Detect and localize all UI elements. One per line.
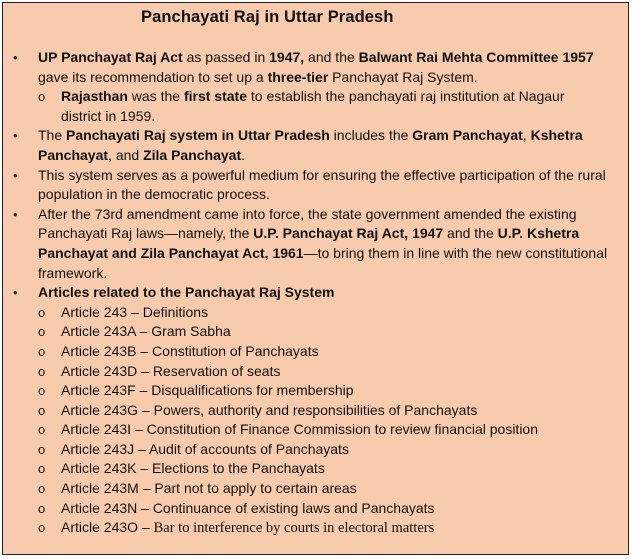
point-text: After the 73rd amendment came into force, the state government amended the existing Panchayati Raj laws—namely, the U.P. Panchayat Raj Act, 1947 and the U.P. Kshetra Panchayat and Zila Panchayat Act, 1961—to bring them in line with the new constitutional framework. [38, 205, 608, 281]
point-73rd-amendment [3, 205, 628, 283]
point-text: This system serves as a powerful medium for ensuring the effective participation of the rural population in the democratic process. [38, 166, 606, 203]
page-title: Panchayati Raj in Uttar Pradesh [141, 8, 394, 26]
point-list [3, 48, 628, 539]
article-text: Article 243O – Bar to interference by courts in electoral matters [61, 519, 435, 537]
bullet-icon: • [13, 128, 18, 144]
article-text: Article 243 – Definitions [61, 303, 209, 320]
article-item [38, 381, 614, 401]
article-item [38, 518, 614, 539]
bullet-icon: • [13, 206, 18, 222]
article-text: Article 243M – Part not to apply to certain areas [61, 480, 357, 497]
circle-bullet-icon: o [38, 343, 46, 359]
article-text: Article 243F – Disqualifications for membership [61, 382, 354, 399]
article-item [38, 342, 614, 362]
article-item [38, 459, 614, 479]
article-item [38, 440, 614, 460]
bullet-icon: • [13, 285, 18, 301]
circle-bullet-icon: o [38, 422, 46, 438]
circle-bullet-icon: o [38, 363, 46, 379]
sub-point-text: Rajasthan was the first state to establish the panchayati raj institution at Nagaur district in 1959. [61, 88, 565, 124]
point-participation [3, 166, 628, 205]
article-item [38, 479, 614, 499]
article-text: Article 243B – Constitution of Panchayats [61, 342, 319, 359]
bullet-icon: • [13, 50, 18, 65]
point-act-and-committee [3, 48, 628, 126]
sub-point-list [38, 87, 614, 126]
article-item [38, 401, 614, 421]
articles-heading: Articles related to the Panchayat Raj System [38, 284, 335, 301]
article-text: Article 243G – Powers, authority and responsibilities of Panchayats [61, 401, 478, 418]
circle-bullet-icon: o [38, 461, 46, 477]
circle-bullet-icon: o [38, 441, 46, 457]
article-text: Article 243A – Gram Sabha [61, 323, 231, 340]
circle-bullet-icon: o [38, 520, 46, 536]
circle-bullet-icon: o [38, 383, 46, 399]
article-item [38, 362, 614, 382]
point-text: The Panchayati Raj system in Uttar Pradesh includes the Gram Panchayat, Kshetra Panchayat, and Zila Panchayat. [38, 127, 583, 163]
point-articles [3, 283, 628, 539]
article-item [38, 303, 614, 323]
sub-point-rajasthan [38, 87, 614, 126]
point-text: UP Panchayat Raj Act as passed in 1947, and the Balwant Rai Mehta Committee 1957 gave its recommendation to set up a three-tier Panchayat Raj System. [38, 49, 594, 85]
circle-bullet-icon: o [38, 304, 46, 320]
article-item [38, 499, 614, 519]
info-card [2, 2, 629, 555]
article-list [38, 303, 614, 539]
point-three-tiers [3, 126, 628, 165]
article-text: Article 243I – Constitution of Finance Commission to review financial position [61, 421, 539, 438]
bullet-icon: • [13, 167, 18, 183]
circle-bullet-icon: o [38, 500, 46, 516]
article-text: Article 243N – Continuance of existing laws and Panchayats [61, 499, 435, 516]
circle-bullet-icon: o [38, 402, 46, 418]
article-item [38, 322, 614, 342]
article-text: Article 243D – Reservation of seats [61, 362, 281, 379]
circle-bullet-icon: o [38, 481, 46, 497]
circle-bullet-icon: o [38, 89, 46, 105]
article-item [38, 420, 614, 440]
article-text: Article 243K – Elections to the Panchayats [61, 460, 325, 477]
article-text: Article 243J – Audit of accounts of Panchayats [61, 440, 349, 457]
circle-bullet-icon: o [38, 324, 46, 340]
